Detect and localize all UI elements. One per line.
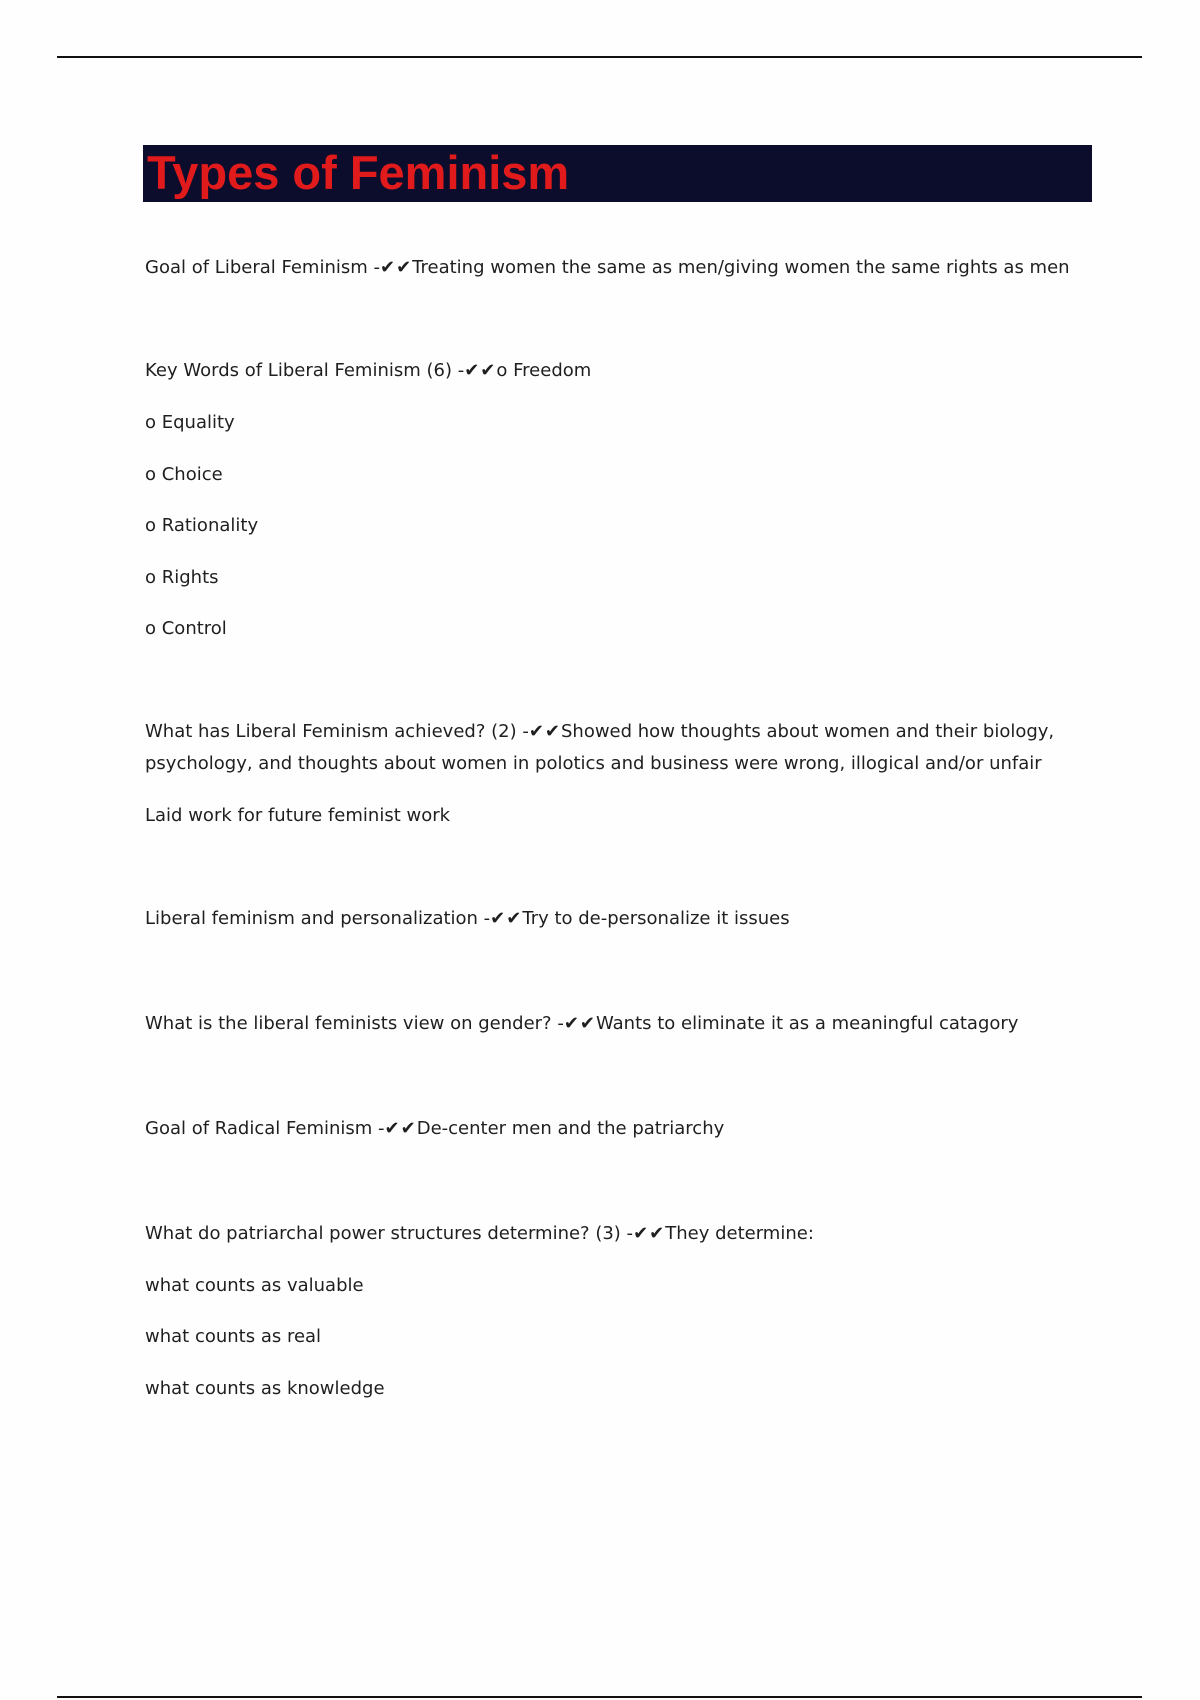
card-prompt: Key Words of Liberal Feminism (6) - <box>145 360 465 381</box>
double-check-icon: ✔✔ <box>379 257 413 278</box>
card-goal-radical <box>145 1117 724 1141</box>
card-liberal-gender-view <box>145 1012 1018 1036</box>
card-liberal-achieved <box>145 720 1054 744</box>
double-check-icon: ✔✔ <box>633 1223 666 1244</box>
card-answer-continued: Laid work for future feminist work <box>145 805 451 826</box>
card-answer: Wants to eliminate it as a meaningful catagory <box>596 1013 1019 1034</box>
list-item: what counts as real <box>145 1326 322 1347</box>
title-banner <box>143 145 1092 202</box>
card-goal-liberal <box>145 256 1070 280</box>
card-prompt: What is the liberal feminists view on gender? - <box>145 1013 564 1034</box>
list-item: what counts as knowledge <box>145 1378 385 1399</box>
page-title: Types of Feminism <box>147 146 570 199</box>
card-answer: De-center men and the patriarchy <box>416 1118 725 1139</box>
card-prompt: Liberal feminism and personalization - <box>145 908 491 929</box>
double-check-icon: ✔✔ <box>464 360 497 381</box>
card-patriarchal-structures <box>145 1222 814 1246</box>
card-answer: They determine: <box>665 1223 814 1244</box>
card-prompt: Goal of Liberal Feminism - <box>145 257 380 278</box>
top-rule <box>57 56 1142 58</box>
double-check-icon: ✔✔ <box>384 1118 417 1139</box>
card-liberal-personalization <box>145 907 790 931</box>
card-answer: Showed how thoughts about women and their biology, <box>560 721 1055 742</box>
list-item: o Equality <box>145 412 235 433</box>
card-prompt: What has Liberal Feminism achieved? (2) - <box>145 721 529 742</box>
list-item: o Choice <box>145 464 223 485</box>
card-answer-continued: psychology, and thoughts about women in polotics and business were wrong, illogical and/or unfair <box>145 753 1042 774</box>
list-item: o Rationality <box>145 515 259 536</box>
card-answer: Treating women the same as men/giving women the same rights as men <box>412 257 1070 278</box>
card-prompt: What do patriarchal power structures determine? (3) - <box>145 1223 634 1244</box>
list-item: o Rights <box>145 567 219 588</box>
card-answer: Try to de-personalize it issues <box>522 908 790 929</box>
list-item: o Control <box>145 618 227 639</box>
double-check-icon: ✔✔ <box>563 1013 596 1034</box>
card-key-words-liberal <box>145 359 591 383</box>
bottom-rule <box>57 1696 1142 1698</box>
card-answer: o Freedom <box>496 360 592 381</box>
list-item: what counts as valuable <box>145 1275 364 1296</box>
card-prompt: Goal of Radical Feminism - <box>145 1118 385 1139</box>
double-check-icon: ✔✔ <box>490 908 523 929</box>
double-check-icon: ✔✔ <box>528 721 561 742</box>
